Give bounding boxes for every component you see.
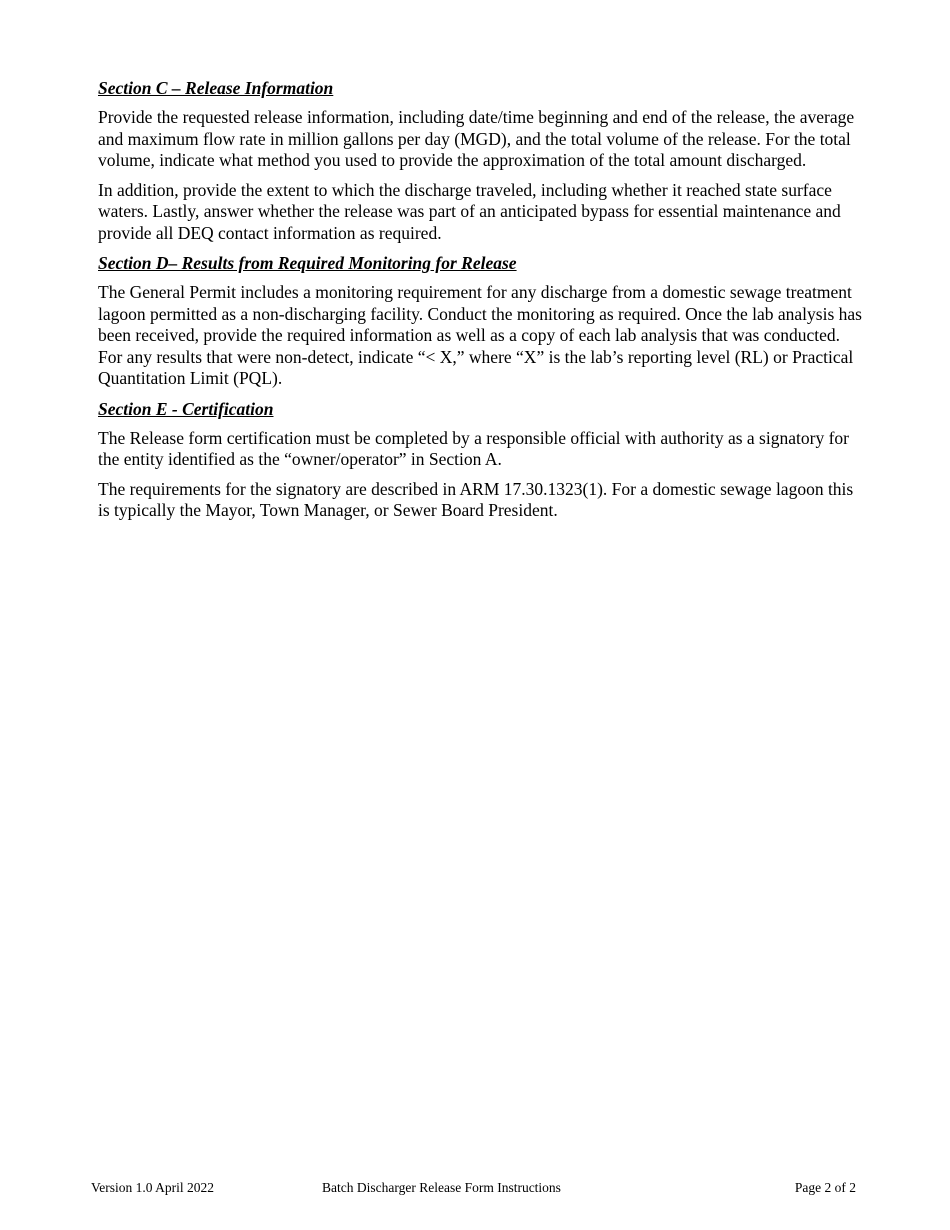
- section-c-paragraph-1: Provide the requested release information, including date/time beginning and end of the release, the average and maximum flow rate in million gallons per day (MGD), and the total volume of the release. For the total volume, indicate what method you used to provide the approximation of the total amount discharged.: [98, 107, 855, 170]
- section-e-paragraph-2: The requirements for the signatory are described in ARM 17.30.1323(1). For a domestic sewage lagoon this is typically the Mayor, Town Manager, or Sewer Board President.: [98, 478, 854, 520]
- section-d-paragraph-1: The General Permit includes a monitoring requirement for any discharge from a domestic sewage treatment lagoon permitted as a non-discharging facility. Conduct the monitoring as required. Once the lab analysis has been received, provide the required information as well as a copy of each lab analysis that was conducted. For any results that were non-detect, indicate “< X,” where “X” is the lab’s reporting level (RL) or Practical Quantitation Limit (PQL).: [98, 282, 862, 388]
- section-d: [98, 252, 866, 390]
- section-c: [98, 77, 866, 244]
- section-d-heading: Section D– Results from Required Monitoring for Release: [98, 253, 517, 273]
- footer-title: Batch Discharger Release Form Instructions: [322, 1180, 561, 1195]
- footer-page-number: Page 2 of 2: [794, 1180, 856, 1195]
- section-e-paragraph-1: The Release form certification must be completed by a responsible official with authority as a signatory for the entity identified as the “owner/operator” in Section A.: [98, 427, 849, 469]
- page-footer: [0, 1180, 950, 1198]
- section-e: [98, 398, 866, 522]
- document-body: [98, 77, 866, 530]
- section-c-paragraph-2: In addition, provide the extent to which the discharge traveled, including whether it reached state surface waters. Lastly, answer whether the release was part of an anticipated bypass for essential maintenance and provide all DEQ contact information as required.: [98, 179, 841, 243]
- footer-version: Version 1.0 April 2022: [91, 1180, 214, 1195]
- section-e-heading: Section E - Certification: [98, 398, 274, 419]
- section-c-heading: Section C – Release Information: [98, 78, 334, 98]
